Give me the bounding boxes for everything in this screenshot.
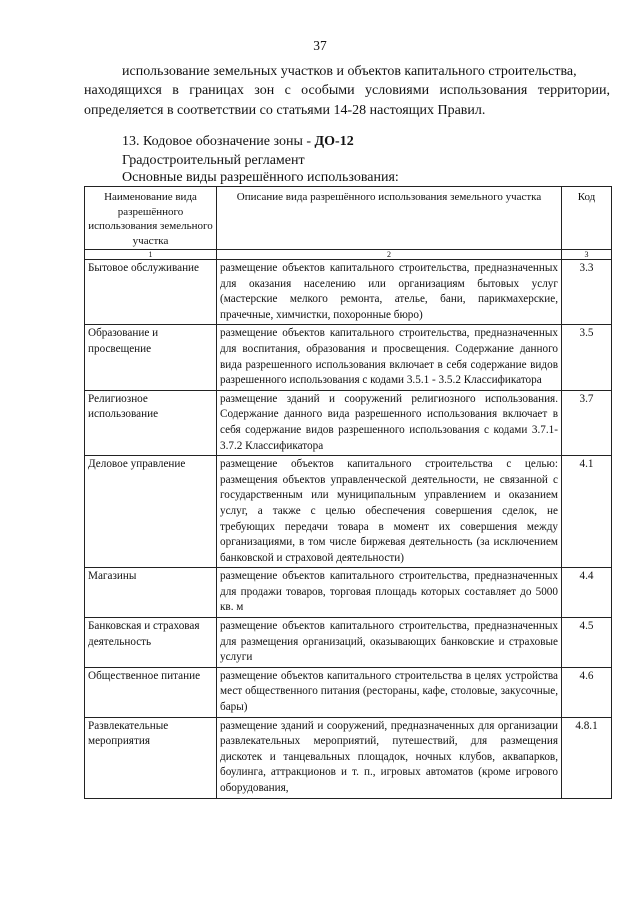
- use-code: 3.7: [562, 390, 612, 455]
- use-code: 4.4: [562, 568, 612, 618]
- zone-heading: [122, 134, 354, 150]
- zone-code: ДО-12: [314, 134, 354, 149]
- use-code: 3.5: [562, 325, 612, 390]
- table-header-row: [85, 187, 612, 250]
- intro-line: использование земельных участков и объектов капитального строительства,: [122, 64, 577, 79]
- use-code: 4.5: [562, 618, 612, 668]
- use-code: 3.3: [562, 260, 612, 325]
- table-row: [85, 568, 612, 618]
- use-code: 4.6: [562, 667, 612, 717]
- use-name: Бытовое обслуживание: [85, 260, 217, 325]
- use-name: Банковская и страховая деятельность: [85, 618, 217, 668]
- column-number: 2: [217, 250, 562, 260]
- page-number: 37: [313, 38, 327, 53]
- use-description: размещение объектов капитального строительства, предназначенных для воспитания, образования и просвещения. Содержание данного вида разрешенного использования включает в себя содержание видов разрешенного использования с кодами 3.5.1 - 3.5.2 Классификатора: [217, 325, 562, 390]
- permitted-uses-table: [84, 186, 612, 799]
- use-name: Магазины: [85, 568, 217, 618]
- header-description: Описание вида разрешённого использования земельного участка: [217, 187, 562, 250]
- column-number-row: [85, 250, 612, 260]
- column-number: 3: [562, 250, 612, 260]
- table-row: [85, 717, 612, 798]
- use-name: Деловое управление: [85, 456, 217, 568]
- table-row: [85, 390, 612, 455]
- use-description: размещение зданий и сооружений, предназначенных для организации развлекательных мероприятий, путешествий, для размещения дискотек и танцевальных площадок, ночных клубов, аквапарков, боулинга, аттракционов и т. п., игровых автоматов (кроме игрового оборудования,: [217, 717, 562, 798]
- use-code: 4.8.1: [562, 717, 612, 798]
- use-name: Развлекательные мероприятия: [85, 717, 217, 798]
- use-name: Религиозное использование: [85, 390, 217, 455]
- use-description: размещение объектов капитального строительства с целью: размещения объектов управленческой деятельности, не связанной с государственным или муниципальным управлением и оказанием услуг, а также с целью обеспечения совершения сделок, не требующих передачи товара в момент их совершения между организациями, в том числе биржевая деятельность (за исключением банковской и страховой деятельности): [217, 456, 562, 568]
- intro-paragraph-first-line: [122, 62, 610, 82]
- use-name: Общественное питание: [85, 667, 217, 717]
- use-code: 4.1: [562, 456, 612, 568]
- zone-heading-prefix: 13. Кодовое обозначение зоны -: [122, 134, 315, 149]
- uses-title: Основные виды разрешённого использования:: [122, 170, 399, 185]
- use-description: размещение объектов капитального строительства, предназначенных для продажи товаров, торговая площадь которых составляет до 5000 кв. м: [217, 568, 562, 618]
- table-row: [85, 667, 612, 717]
- use-description: размещение объектов капитального строительства, предназначенных для оказания населению или организациям бытовых услуг (мастерские мелкого ремонта, ателье, бани, парикмахерские, прачечные, химчистки, похоронные бюро): [217, 260, 562, 325]
- use-description: размещение зданий и сооружений религиозного использования. Содержание данного вида разрешенного использования включает в себя содержание видов разрешенного использования с кодами 3.7.1-3.7.2 Классификатора: [217, 390, 562, 455]
- table-row: [85, 260, 612, 325]
- header-code: Код: [562, 187, 612, 250]
- table-row: [85, 456, 612, 568]
- table-row: [85, 618, 612, 668]
- use-description: размещение объектов капитального строительства в целях устройства мест общественного питания (рестораны, кафе, столовые, закусочные, бары): [217, 667, 562, 717]
- header-use-name: Наименование вида разрешённого использования земельного участка: [85, 187, 217, 250]
- table-row: [85, 325, 612, 390]
- column-number: 1: [85, 250, 217, 260]
- intro-paragraph-continuation: находящихся в границах зон с особыми условиями использования территории, определяется в соответствии со статьями 14-28 настоящих Правил.: [84, 83, 610, 118]
- regulation-title: Градостроительный регламент: [122, 153, 305, 168]
- use-name: Образование и просвещение: [85, 325, 217, 390]
- use-description: размещение объектов капитального строительства, предназначенных для размещения организаций, оказывающих банковские и страховые услуги: [217, 618, 562, 668]
